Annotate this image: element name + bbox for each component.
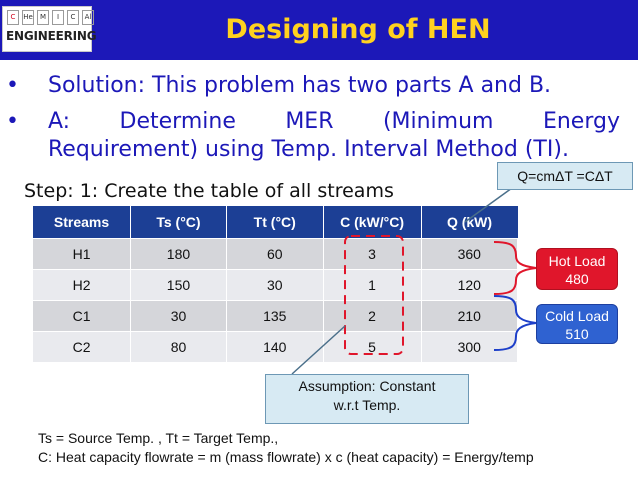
bullet-word: MER (285, 109, 334, 134)
bullet-marker: • (6, 109, 19, 134)
cold-load-label: Cold Load (545, 308, 609, 324)
column-header: Ts (°C) (131, 206, 227, 239)
bullet-word: Determine (119, 109, 236, 134)
bullet-text-continuation: Requirement) using Temp. Interval Method (TI). (48, 137, 569, 162)
column-header: Tt (°C) (226, 206, 323, 239)
logo-cell: Al (82, 10, 94, 25)
c-column-dashed-highlight (345, 236, 403, 354)
table-cell: 360 (421, 239, 518, 270)
table-cell: 30 (131, 301, 227, 332)
table-cell: 30 (226, 270, 323, 301)
q-callout-pointer (465, 188, 512, 222)
logo-cell: M (37, 10, 49, 25)
assumption-callout-pointer (292, 326, 345, 374)
footnote-line: C: Heat capacity flowrate = m (mass flowrate) x c (heat capacity) = Energy/temp (38, 449, 534, 465)
q-formula-callout: Q=cmΔT =CΔT (497, 162, 633, 190)
logo-cell: I (52, 10, 64, 25)
table-cell: 60 (226, 239, 323, 270)
hot-load-box (536, 248, 618, 290)
table-cell: C2 (33, 332, 131, 363)
table-cell: 5 (323, 332, 421, 363)
column-header: C (kW/°C) (323, 206, 421, 239)
cold-load-brace (494, 296, 536, 350)
footnote-line: Ts = Source Temp. , Tt = Target Temp., (38, 430, 279, 446)
table-cell: 150 (131, 270, 227, 301)
cold-load-value: 510 (565, 326, 589, 342)
assumption-line: w.r.t Temp. (333, 397, 401, 413)
table-cell: 1 (323, 270, 421, 301)
bullet-text: Solution: This problem has two parts A and B. (48, 73, 552, 98)
table-cell: 135 (226, 301, 323, 332)
table-cell: 80 (131, 332, 227, 363)
bullet-word: A: (48, 109, 71, 134)
table-cell: 3 (323, 239, 421, 270)
bullet-word: Energy (542, 109, 620, 134)
hot-load-brace (494, 242, 536, 294)
table-cell: 140 (226, 332, 323, 363)
table-cell: H2 (33, 270, 131, 301)
table-cell: 120 (421, 270, 518, 301)
column-header: Streams (33, 206, 131, 239)
bullet-marker: • (6, 73, 19, 98)
hot-load-label: Hot Load (548, 253, 606, 269)
assumption-line: Assumption: Constant (298, 378, 436, 394)
slide-title: Designing of HEN (225, 14, 491, 45)
logo-cell: He (22, 10, 34, 25)
bullet-word: (Minimum (382, 109, 494, 134)
table-cell: 210 (421, 301, 518, 332)
table-cell: 2 (323, 301, 421, 332)
column-header: Q (kW) (421, 206, 518, 239)
table-cell: 300 (421, 332, 518, 363)
logo-wordmark: ENGINEERING (6, 29, 97, 43)
hot-load-value: 480 (565, 271, 589, 287)
table-cell: H1 (33, 239, 131, 270)
table-cell: C1 (33, 301, 131, 332)
table-cell: 180 (131, 239, 227, 270)
cold-load-box (536, 304, 618, 344)
logo-cell: C (7, 10, 19, 25)
step-heading: Step: 1: Create the table of all streams (24, 180, 394, 202)
logo-cell: C (67, 10, 79, 25)
assumption-callout (265, 374, 469, 424)
